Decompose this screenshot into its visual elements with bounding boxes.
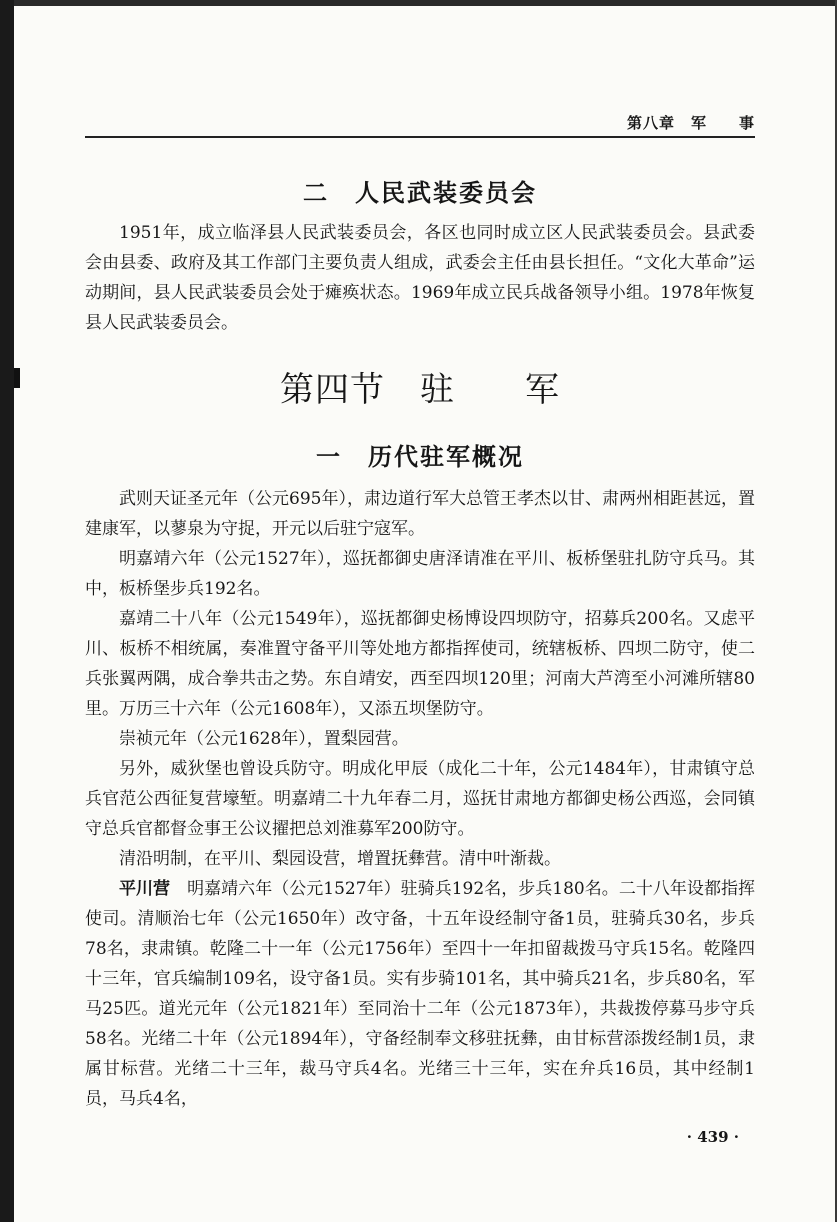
- paragraph-ming-jiajing-28: 嘉靖二十八年（公元1549年），巡抚都御史杨博设四坝防守，招募兵200名。又虑平川、板桥不相统属，奏准置守备平川等处地方都指挥使司，统辖板桥、四坝二防守，使二兵张翼两隅，成合拳共击之势。东自靖安，西至四坝120里；河南大芦湾至小河滩所辖80里。万历三十六年（公元1608年），又添五坝堡防守。: [85, 609, 755, 719]
- scan-border-top: [0, 0, 837, 6]
- header-rule: [85, 136, 755, 138]
- paragraph-qing-system: 清沿明制，在平川、梨园设营，增置抚彝营。清中叶渐裁。: [119, 849, 561, 869]
- subsection-heading-armed-committee: 二 人民武装委员会: [303, 178, 537, 207]
- paragraph-pingchuan-camp: [85, 874, 755, 1114]
- scan-mark: [14, 368, 20, 388]
- scan-border-left: [0, 0, 14, 1222]
- paragraph-weidi-fort: 另外，威狄堡也曾设兵防守。明成化甲辰（成化二十年，公元1484年），甘肃镇守总兵官范公西征复营壕堑。明嘉靖二十九年春二月，巡抚甘肃地方都御史杨公西巡，会同镇守总兵官都督佥事王公议擢把总刘淮募军200防守。: [85, 759, 755, 839]
- paragraph-chongzhen: 崇祯元年（公元1628年），置梨园营。: [119, 729, 409, 749]
- section-heading-garrison: 第四节 驻 军: [280, 370, 560, 410]
- pingchuan-camp-term: 平川营: [119, 879, 171, 899]
- paragraph-ming-jiajing-6: 明嘉靖六年（公元1527年），巡抚都御史唐泽请准在平川、板桥堡驻扎防守兵马。其中，板桥堡步兵192名。: [85, 549, 755, 599]
- subsection-heading-garrison-history: 一 历代驻军概况: [316, 442, 524, 471]
- running-head: 第八章 军 事: [626, 114, 755, 132]
- paragraph-tang-garrison: 武则天证圣元年（公元695年），肃边道行军大总管王孝杰以甘、肃两州相距甚远，置建康军，以蓼泉为守捉，开元以后驻宁寇军。: [85, 489, 755, 539]
- paragraph-armed-committee: 1951年，成立临泽县人民武装委员会，各区也同时成立区人民武装委员会。县武委会由县委、政府及其工作部门主要负责人组成，武委会主任由县长担任。“文化大革命”运动期间，县人民武装委员会处于瘫痪状态。1969年成立民兵战备领导小组。1978年恢复县人民武装委员会。: [85, 223, 755, 333]
- pingchuan-camp-text: 明嘉靖六年（公元1527年）驻骑兵192名，步兵180名。二十八年设都指挥使司。清顺治七年（公元1650年）改守备，十五年设经制守备1员，驻骑兵30名，步兵78名，隶肃镇。乾隆二十一年（公元1756年）至四十一年扣留裁拨马守兵15名。乾隆四十三年，官兵编制109名，设守备1员。实有步骑101名，其中骑兵21名，步兵80名，军马25匹。道光元年（公元1821年）至同治十二年（公元1873年），共裁拨停募马步守兵58名。光绪二十年（公元1894年），守备经制奉文移驻抚彝，由甘标营添拨经制1员，隶属甘标营。光绪二十三年，裁马守兵4名。光绪三十三年，实在弁兵16员，其中经制1员，马兵4名，: [85, 879, 755, 1109]
- page-number: · 439 ·: [686, 1128, 739, 1146]
